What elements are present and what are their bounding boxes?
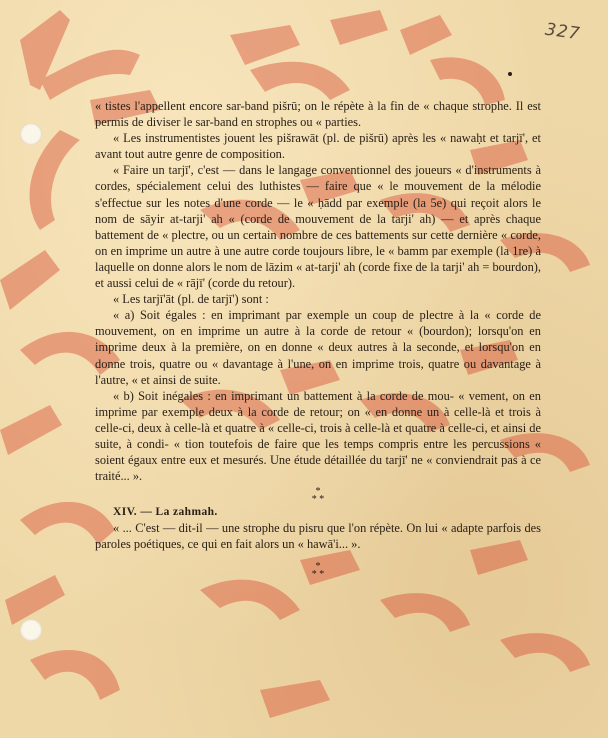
paragraph-4: « Les tarjī'āt (pl. de tarjī') sont : (113, 292, 269, 307)
paragraph-6: « b) Soit inégales : en imprimant un battement à la corde de mou- « vement, on en imprime par exemple deux à la corde de retour; on « en donne un à celle-là et trois à celle-ci, deux à celle-là et quatre à « celle-ci, trois à celle-là et quatre à celle-ci, et ainsi de suite, à condi- « tion toutefois de faire que les temps compris entre les percussions « soient égaux entre eux et mesurés. Une étude détaillée du tarjī' ne « conviendrait pas à ce traité... ». (95, 388, 541, 484)
ink-dot (508, 72, 512, 76)
page-text (95, 98, 541, 579)
paragraph-7: « ... C'est — dit-il — une strophe du pisru que l'on répète. On lui « adapte parfois des paroles poétiques, ce qui en fait alors un « hawā'i... ». (95, 521, 541, 552)
paragraph-1: « tistes l'appellent encore sar-band pišrū; on le répète à la fin de « chaque strophe. Il est permis de diviser le sar-band en strophes ou « parties. (95, 99, 541, 130)
paragraph-3: « Faire un tarjī', c'est — dans le langage conventionnel des joueurs « d'instruments à cordes, spécialement celui des luthistes — faire que « le mouvement de la mélodie s'effectue sur les notes d'une corde — le « ḥādd par exemple (la 5e) qui reçoit alors le nom de sāyir at-tarji' ah « (corde de mouvement de la tarji' ah) — et après chaque battement de « plectre, ou un certain nombre de ces battements sur cette dernière « corde, on en imprime un autre à une autre corde toujours libre, le « bamm par exemple (la 1re) à laquelle on donne alors le nom de lāzim « at-tarji' ah (corde fixe de la tarji' ah = bourdon), et aussi celui de « rājī' (corde du retour). (95, 163, 541, 291)
end-separator: * * * (311, 560, 325, 580)
paragraph-5: « a) Soit égales : en imprimant par exemple un coup de plectre à la « corde de mouvement, on en imprime un autre à la corde de retour « (bourdon); lorsqu'on en imprime deux à la première, on en donne « deux autres à la seconde, et lorsqu'on en donne trois, quatre ou « davantage à l'une, on en imprime trois, quatre ou davantage à l'autre, « et ainsi de suite. (95, 308, 541, 387)
punch-hole-bottom (20, 619, 42, 641)
page-number: 327 (543, 19, 582, 45)
paragraph-2: « Les instrumentistes jouent les pišrawāt (pl. de pišrū) après les « nawaḥt et tarjī', et avant tout autre genre de composition. (95, 131, 541, 162)
punch-hole-top (20, 123, 42, 145)
section-separator: * * * (311, 486, 325, 506)
section-title: XIV. — La zahmah. (113, 506, 218, 519)
